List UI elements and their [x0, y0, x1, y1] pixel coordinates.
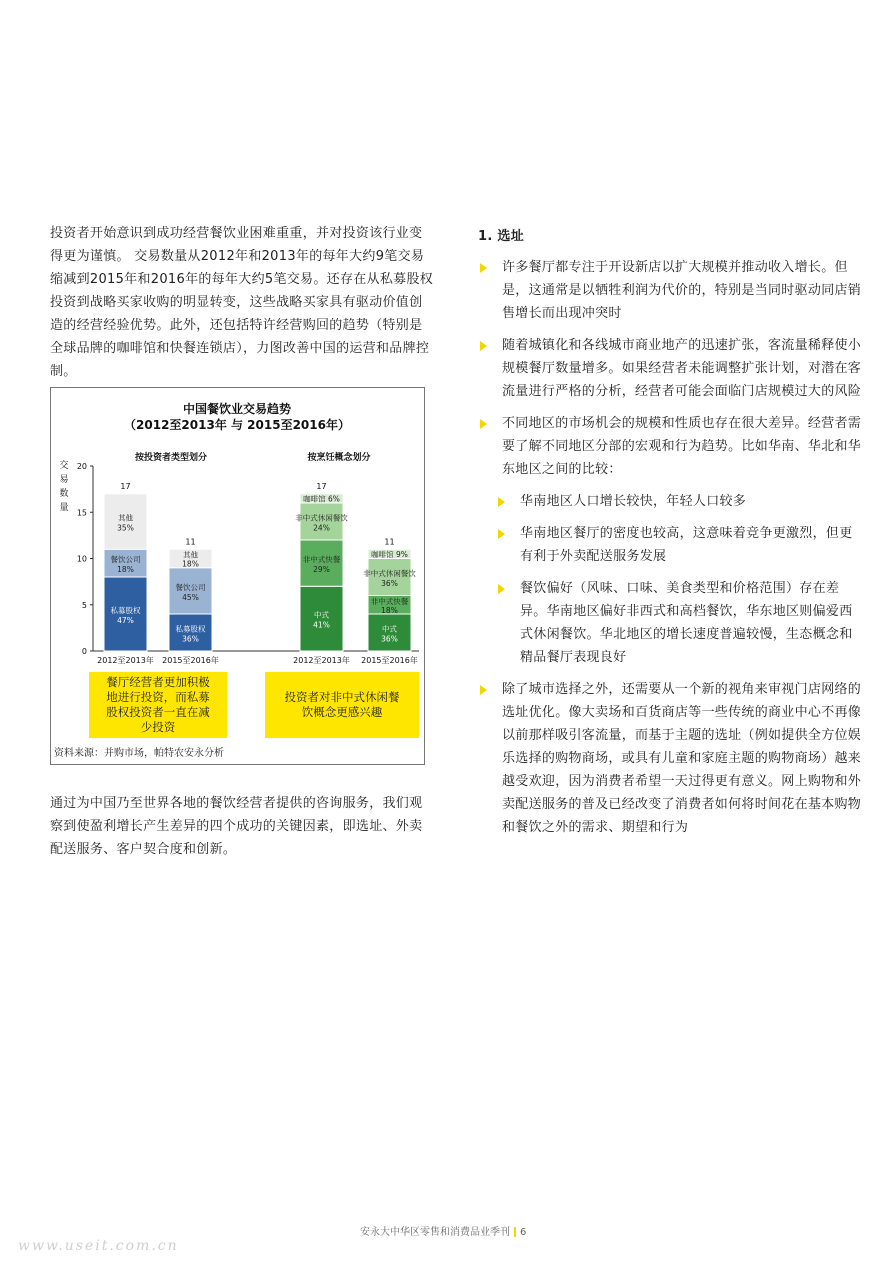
segment-label: 非中式快餐: [302, 555, 341, 565]
sub-bullet-item: [496, 577, 863, 669]
bullet-item: [478, 256, 863, 325]
segment-value: 45%: [182, 592, 199, 602]
intro-paragraph: 投资者开始意识到成功经营餐饮业困难重重，并对投资该行业变得更为谨慎。 交易数量从2012年和2013年的每年大约9笔交易缩减到2015年和2016年的每年大约5笔交易。还存在从私募股权投资到战略买家收购的明显转变，这些战略买家具有驱动价值创造的经营经验优势。此外，还包括特许经营购回的趋势（特别是全球品牌的咖啡馆和快餐连锁店），力图改善中国的运营和品牌控制。: [50, 226, 434, 379]
bullet-item: [478, 334, 863, 403]
segment-value: 36%: [182, 634, 199, 644]
page-footer: [360, 1223, 526, 1238]
segment-value: 36%: [381, 579, 398, 588]
callout-text: 少投资: [140, 720, 176, 734]
sub-bullet-text: 华南地区餐厅的密度也较高，这意味着竞争更激烈，但更有利于外卖配送服务发展: [520, 526, 853, 564]
segment-label: 非中式休闲餐饮: [363, 569, 416, 578]
triangle-bullet-icon: [498, 497, 505, 507]
segment-label: 其他: [118, 513, 133, 523]
footer-title: 安永大中华区零售和消费品业季刊: [360, 1227, 510, 1238]
footer-divider: [514, 1227, 516, 1237]
y-tick-label: 0: [81, 647, 87, 656]
segment-label: 私募股权: [110, 606, 141, 615]
chart-figure: [50, 387, 425, 765]
bar-total-label: 17: [120, 481, 131, 491]
callout-text: 饮概念更感兴趣: [301, 705, 383, 719]
triangle-bullet-icon: [480, 685, 487, 695]
y-axis-label-char: 量: [59, 503, 69, 513]
bullet-text: 除了城市选择之外，还需要从一个新的视角来审视门店网络的选址优化。像大卖场和百货商店等一些传统的商业中心不再像以前那样吸引客流量，而基于主题的选址（例如提供全方位娱乐选择的购物商场，或具有儿童和家庭主题的购物商场）越来越受欢迎，因为消费者希望一天过得更有意义。网上购物和外卖配送服务的普及已经改变了消费者如何将时间花在基本购物和餐饮之外的需求、期望和行为: [502, 682, 862, 835]
location-section: [478, 225, 863, 848]
chart-title: 中国餐饮业交易趋势: [182, 402, 292, 416]
bar-total-label: 11: [384, 537, 395, 547]
group-label: 按投资者类型划分: [134, 453, 208, 463]
segment-label: 中式: [382, 624, 397, 634]
watermark: www.useit.com.cn: [18, 1238, 179, 1254]
segment-value: 24%: [313, 523, 330, 533]
segment-value: 18%: [117, 565, 134, 575]
y-axis-label-char: 数: [59, 489, 69, 499]
triangle-bullet-icon: [498, 584, 505, 594]
page-number: 6: [520, 1227, 527, 1238]
segment-label: 餐饮公司: [110, 555, 141, 565]
x-category-label: 2012至2013年: [97, 656, 154, 665]
callout-text: 投资者对非中式休闲餐: [284, 690, 400, 704]
segment-label: 其他: [183, 550, 198, 560]
segment-value: 41%: [313, 620, 330, 630]
segment-label: 咖啡馆 6%: [303, 494, 340, 504]
chart-source: 资料来源：并购市场，帕特农安永分析: [54, 748, 224, 759]
y-tick-label: 10: [76, 554, 87, 564]
segment-label: 非中式休闲餐饮: [295, 513, 348, 523]
triangle-bullet-icon: [480, 341, 487, 351]
sub-bullet-item: [496, 522, 863, 568]
group-label: 按烹饪概念划分: [307, 453, 371, 463]
y-axis-label-char: 易: [59, 475, 69, 485]
segment-label: 餐饮公司: [175, 582, 206, 592]
x-category-label: 2012至2013年: [293, 656, 350, 665]
x-category-label: 2015至2016年: [361, 656, 418, 665]
intro-column: [50, 222, 435, 383]
triangle-bullet-icon: [498, 529, 505, 539]
y-tick-label: 5: [81, 600, 87, 610]
chart-canvas: [51, 388, 424, 764]
bar-total-label: 17: [316, 481, 327, 491]
segment-label: 私募股权: [175, 624, 206, 634]
sub-bullet-item: [496, 490, 863, 513]
triangle-bullet-icon: [480, 263, 487, 273]
callout-text: 股权投资者一直在减: [106, 705, 210, 719]
bullet-text: 随着城镇化和各线城市商业地产的迅速扩张，客流量稀释使小规模餐厅数量增多。如果经营者未能调整扩张计划，对潜在客流量进行严格的分析，经营者可能会面临门店规模过大的风险: [502, 338, 862, 399]
segment-label: 咖啡馆 9%: [371, 549, 408, 559]
chart-subtitle: （2012至2013年 与 2015至2016年）: [124, 418, 350, 432]
sub-bullet-text: 餐饮偏好（风味、口味、美食类型和价格范围）存在差异。华南地区偏好非西式和高档餐饮，华东地区则偏爱西式休闲餐饮。华北地区的增长速度普遍较慢，生态概念和精品餐厅表现良好: [520, 581, 853, 665]
conclusion-paragraph: 通过为中国乃至世界各地的餐饮经营者提供的咨询服务，我们观察到使盈利增长产生差异的四个成功的关键因素，即选址、外卖配送服务、客户契合度和创新。: [50, 796, 423, 857]
sub-bullet-text: 华南地区人口增长较快，年轻人口较多: [520, 494, 747, 509]
section-title: 1. 选址: [478, 229, 525, 244]
bar-total-label: 11: [185, 537, 196, 547]
segment-value: 35%: [117, 523, 134, 533]
y-tick-label: 20: [76, 462, 87, 471]
x-category-label: 2015至2016年: [162, 656, 219, 665]
segment-value: 29%: [313, 565, 330, 575]
bullet-item: [478, 678, 863, 839]
bullet-text: 不同地区的市场机会的规模和性质也存在很大差异。经营者需要了解不同地区分部的宏观和行为趋势。比如华南、华北和华东地区之间的比较：: [502, 416, 862, 477]
callout-text: 餐厅经营者更加积极: [106, 675, 210, 689]
y-axis-label-char: 交: [59, 461, 69, 471]
triangle-bullet-icon: [480, 419, 487, 429]
segment-value: 47%: [117, 616, 134, 625]
bullet-text: 许多餐厅都专注于开设新店以扩大规模并推动收入增长。但是，这通常是以牺牲利润为代价的，特别是当同时驱动同店销售增长而出现冲突时: [502, 260, 862, 321]
segment-label: 中式: [314, 610, 329, 620]
segment-value: 18%: [381, 605, 398, 615]
y-tick-label: 15: [76, 508, 87, 518]
callout-text: 地进行投资，而私募: [106, 690, 210, 704]
bullet-item: [478, 412, 863, 481]
segment-label: 非中式快餐: [370, 596, 409, 606]
segment-value: 18%: [182, 559, 199, 569]
segment-value: 36%: [381, 634, 398, 644]
